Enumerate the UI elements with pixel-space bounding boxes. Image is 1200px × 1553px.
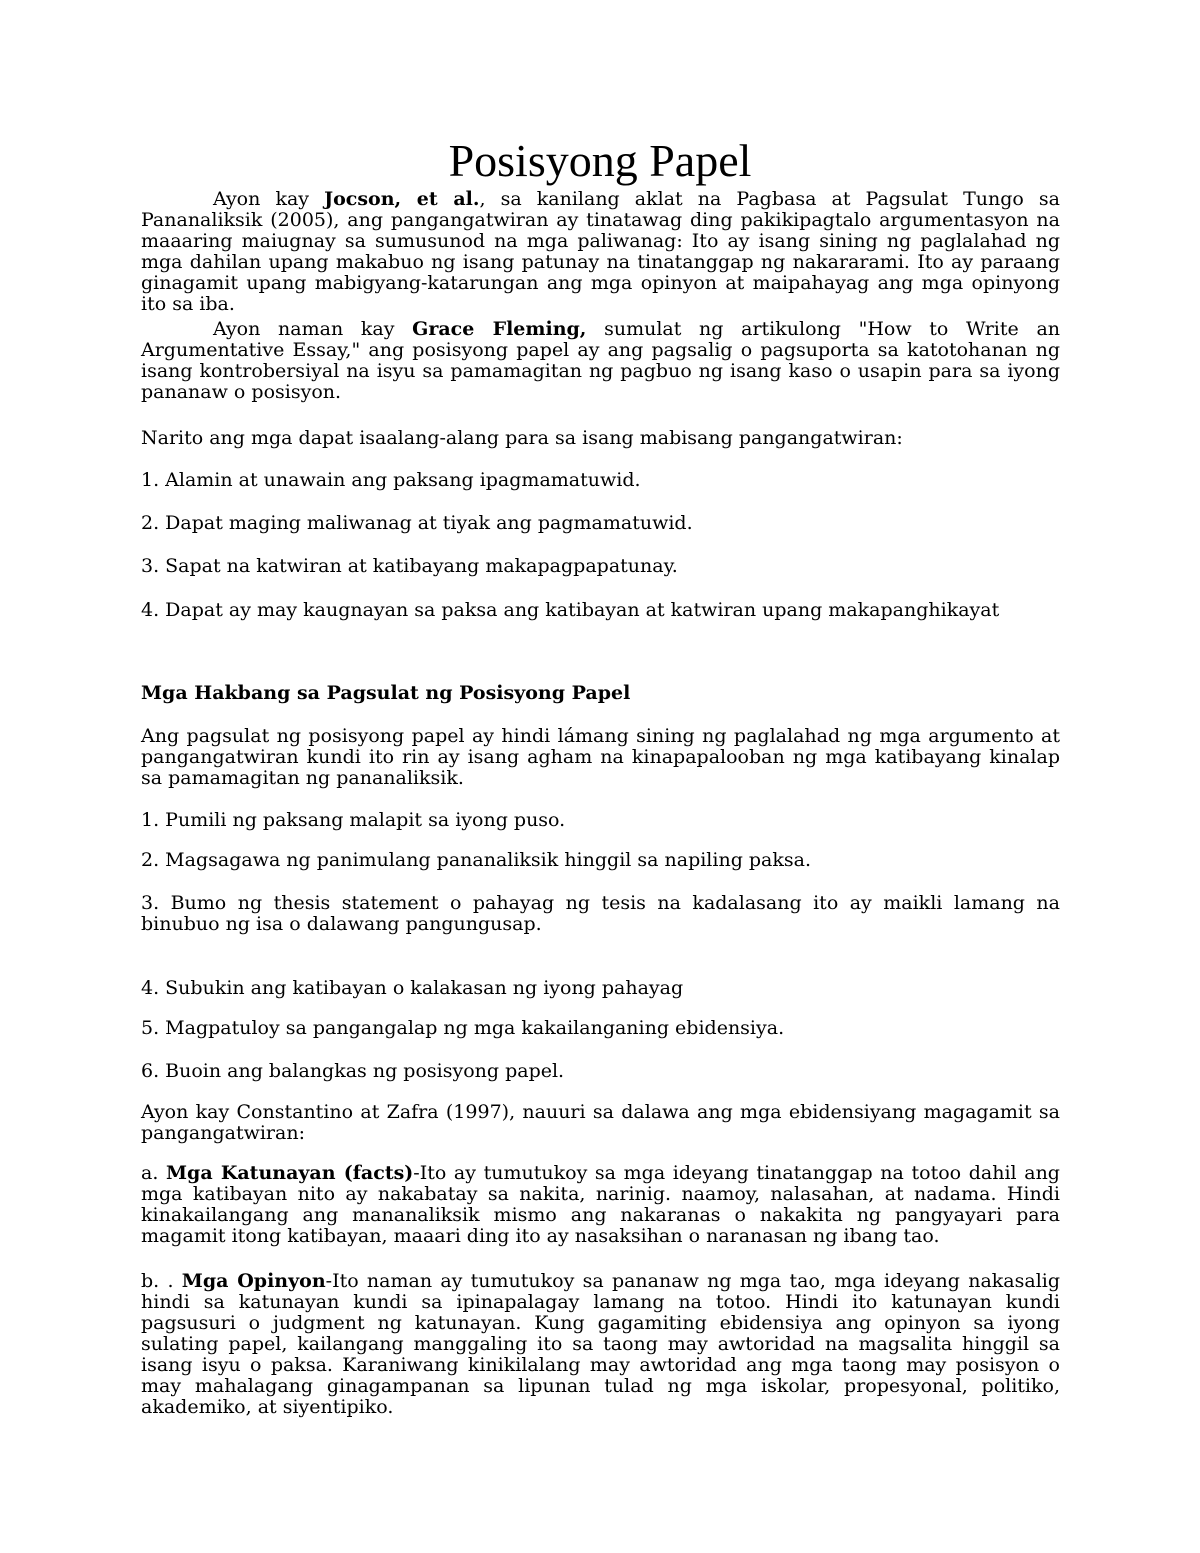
list-item: 1. Alamin at unawain ang paksang ipagmamatuwid. — [141, 469, 641, 491]
criteria-intro: Narito ang mga dapat isaalang-alang para sa isang mabisang pangangatwiran: — [141, 427, 903, 449]
evidence-facts-term: Mga Katunayan (facts) — [166, 1162, 414, 1184]
evidence-facts: a. Mga Katunayan (facts)-Ito ay tumutukoy sa mga ideyang tinatanggap na totoo dahil ang mga katibayan nito ay nakabatay sa nakita, narinig. naamoy, nalasahan, at nadama. Hindi kinakailangang ang mananaliksik mismo ang nakaranas o nakakita ng pangyayari para magamit itong katibayan, maaari ding ito ay nasaksihan o naranasan ng ibang tao. — [141, 1162, 1060, 1247]
intro-paragraph-jocson: Ayon kay Jocson, et al., sa kanilang aklat na Pagbasa at Pagsulat Tungo sa Pananaliksik (2005), ang pangangatwiran ay tinatawag ding pakikipagtalo argumentasyon na maaaring maiugnay sa sumusunod na mga paliwanag: Ito ay isang sining ng paglalahad ng mga dahilan upang makabuo ng isang patunay na tinatanggap ng nakararami. Ito ay paraang ginagamit upang mabigyang-katarungan ang mga opinyon at maipahayag ang mga opinyong ito sa iba. — [141, 188, 1060, 315]
section-heading: Mga Hakbang sa Pagsulat ng Posisyong Papel — [141, 682, 631, 704]
step-item: 4. Subukin ang katibayan o kalakasan ng iyong pahayag — [141, 977, 684, 999]
step-item: 3. Bumo ng thesis statement o pahayag ng tesis na kadalasang ito ay maikli lamang na binubuo ng isa o dalawang pangungusap. — [141, 892, 1060, 935]
list-item: 3. Sapat na katwiran at katibayang makapagpapatunay. — [141, 555, 678, 577]
evidence-opinions: b. . Mga Opinyon-Ito naman ay tumutukoy sa pananaw ng mga tao, mga ideyang nakasalig hindi sa katunayan kundi sa ipinapalagay lamang na totoo. Hindi ito katunayan kundi pagsusuri o judgment ng katunayan. Kung gagamiting ebidensiya ang opinyon sa iyong sulating papel, kailangang manggaling ito sa taong may awtoridad na magsalita hinggil sa isang isyu o paksa. Karaniwang kinikilalang may awtoridad ang mga taong may posisyon o may mahalagang ginagampanan sa lipunan tulad ng mga iskolar, propesyonal, politiko, akademiko, at siyentipiko. — [141, 1270, 1061, 1418]
evidence-opinions-term: Mga Opinyon — [181, 1270, 326, 1292]
step-item: 2. Magsagawa ng panimulang pananaliksik hinggil sa napiling paksa. — [141, 849, 812, 871]
intro-paragraph-fleming: Ayon naman kay Grace Fleming, sumulat ng artikulong "How to Write an Argumentative Essay," ang posisyong papel ay ang pagsalig o pagsuporta sa katotohanan ng isang kontrobersiyal na isyu sa pamamagitan ng pagbuo ng isang kaso o usapin para sa iyong pananaw o posisyon. — [141, 318, 1061, 403]
step-item: 1. Pumili ng paksang malapit sa iyong puso. — [141, 809, 566, 831]
section-paragraph: Ang pagsulat ng posisyong papel ay hindi lámang sining ng paglalahad ng mga argumento at pangangatwiran kundi ito rin ay isang agham na kinapapalooban ng mga katibayang kinalap sa pamamagitan ng pananaliksik. — [141, 725, 1060, 789]
list-item: 4. Dapat ay may kaugnayan sa paksa ang katibayan at katwiran upang makapanghikayat — [141, 599, 1000, 621]
author-name-fleming: Grace Fleming, — [412, 318, 587, 340]
step-item: 6. Buoin ang balangkas ng posisyong papel. — [141, 1060, 565, 1082]
step-item: 5. Magpatuloy sa pangangalap ng mga kakailanganing ebidensiya. — [141, 1017, 785, 1039]
author-name-jocson: Jocson, et al. — [324, 188, 480, 210]
page-title: Posisyong Papel — [448, 135, 752, 186]
evidence-intro: Ayon kay Constantino at Zafra (1997), nauuri sa dalawa ang mga ebidensiyang magagamit sa pangangatwiran: — [141, 1101, 1060, 1144]
list-item: 2. Dapat maging maliwanag at tiyak ang pagmamatuwid. — [141, 512, 693, 534]
